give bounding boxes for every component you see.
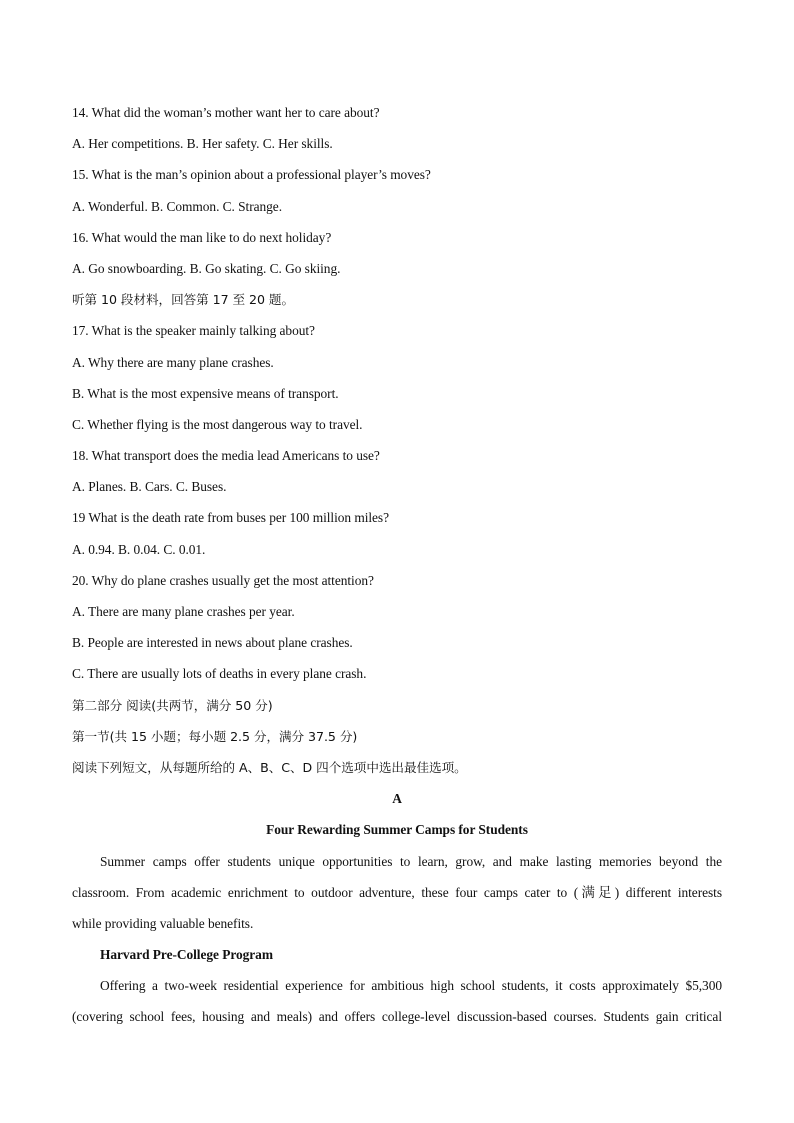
question-17: 17. What is the speaker mainly talking about?: [72, 323, 315, 339]
question-19-options: A. 0.94. B. 0.04. C. 0.01.: [72, 541, 206, 557]
question-14-options: A. Her competitions. B. Her safety. C. Her skills.: [72, 136, 333, 152]
paragraph-line: Offering a two-week residential experience for ambitious high school students, it costs approximately $5,300: [100, 978, 722, 994]
question-15: 15. What is the man’s opinion about a professional player’s moves?: [72, 167, 431, 183]
question-14: 14. What did the woman’s mother want her to care about?: [72, 105, 380, 120]
paragraph-line: classroom. From academic enrichment to outdoor adventure, these four camps cater to (满足) different interests: [72, 884, 722, 900]
question-20-option-a: A. There are many plane crashes per year.: [72, 604, 295, 619]
passage-letter: A: [392, 791, 402, 807]
question-17-option-c: C. Whether flying is the most dangerous way to travel.: [72, 416, 363, 432]
question-20: 20. Why do plane crashes usually get the most attention?: [72, 572, 374, 588]
paragraph-line: while providing valuable benefits.: [72, 915, 254, 931]
question-20-option-c: C. There are usually lots of deaths in every plane crash.: [72, 666, 367, 682]
camp-heading: Harvard Pre-College Program: [100, 947, 273, 963]
page-content: [72, 101, 722, 1037]
question-16-options: A. Go snowboarding. B. Go skating. C. Go skiing.: [72, 260, 341, 276]
question-16: 16. What would the man like to do next holiday?: [72, 229, 332, 245]
passage-title: Four Rewarding Summer Camps for Students: [266, 822, 528, 838]
question-18-options: A. Planes. B. Cars. C. Buses.: [72, 479, 227, 495]
section-instruction: 听第 10 段材料，回答第 17 至 20 题。: [72, 292, 295, 308]
reading-instruction: 阅读下列短文，从每题所给的 A、B、C、D 四个选项中选出最佳选项。: [72, 759, 467, 775]
question-18: 18. What transport does the media lead Americans to use?: [72, 448, 380, 464]
question-19: 19 What is the death rate from buses per 100 million miles?: [72, 510, 389, 526]
part-two-heading: 第二部分 阅读(共两节，满分 50 分): [72, 697, 273, 713]
paragraph-line: Summer camps offer students unique opportunities to learn, grow, and make lasting memories beyond the: [100, 853, 722, 869]
paragraph-line: (covering school fees, housing and meals) and offers college-level discussion-based courses. Students gain critical: [72, 1009, 722, 1025]
question-17-option-a: A. Why there are many plane crashes.: [72, 354, 274, 370]
section-one-heading: 第一节(共 15 小题；每小题 2.5 分，满分 37.5 分): [72, 728, 358, 744]
question-20-option-b: B. People are interested in news about plane crashes.: [72, 635, 353, 651]
question-15-options: A. Wonderful. B. Common. C. Strange.: [72, 198, 282, 214]
question-17-option-b: B. What is the most expensive means of transport.: [72, 385, 339, 401]
